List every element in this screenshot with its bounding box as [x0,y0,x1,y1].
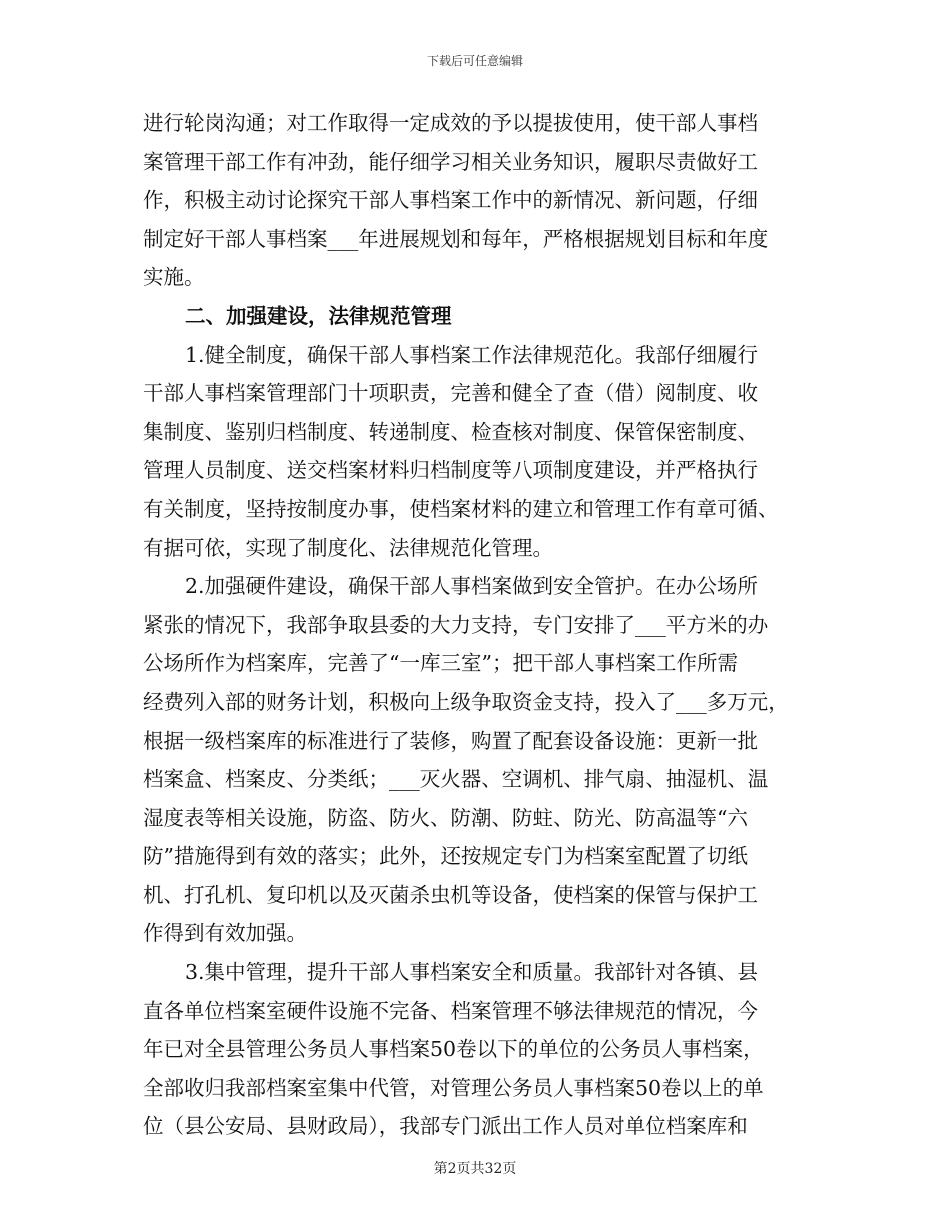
text-line: 作，积极主动讨论探究干部人事档案工作中的新情况、新问题，仔细 [143,188,758,213]
text-line: 紧张的情况下，我部争取县委的大力支持，专门安排了___平方米的办 [143,612,769,637]
text-line: 机、打孔机、复印机以及灭菌杀虫机等设备，使档案的保管与保护工 [143,882,758,907]
text-line: 1.健全制度，确保干部人事档案工作法律规范化。我部仔细履行 [185,342,759,367]
text-line: 制定好干部人事档案___年进展规划和每年，严格根据规划目标和年度 [143,226,769,251]
text-line: 位（县公安局、县财政局），我部专门派出工作人员对单位档案库和 [143,1114,748,1139]
text-line: 全部收归我部档案室集中代管，对管理公务员人事档案50卷以上的单 [143,1075,764,1100]
document-body [143,104,808,1146]
text-line: 干部人事档案管理部门十项职责，完善和健全了查（借）阅制度、收 [143,381,758,406]
section-heading: 二、加强建设，法律规范管理 [185,303,452,328]
text-line: 有据可依，实现了制度化、法律规范化管理。 [143,535,553,560]
text-line: 2.加强硬件建设，确保干部人事档案做到安全管护。在办公场所 [185,574,759,599]
page-header: 下载后可任意编辑 [426,54,523,68]
text-line: 公场所作为档案库，完善了“一库三室”；把干部人事档案工作所需 [143,651,738,676]
text-line: 案管理干部工作有冲劲，能仔细学习相关业务知识，履职尽责做好工 [143,149,758,174]
page-footer: 第2页共32页 [433,1161,517,1177]
text-line: 有关制度，坚持按制度办事，使档案材料的建立和管理工作有章可循、 [143,496,779,521]
text-line: 3.集中管理，提升干部人事档案安全和质量。我部针对各镇、县 [185,960,759,985]
text-line: 作得到有效加强。 [143,921,307,946]
text-line: 年已对全县管理公务员人事档案50卷以下的单位的公务员人事档案， [143,1037,764,1062]
text-line: 集制度、鉴别归档制度、转递制度、检查核对制度、保管保密制度、 [143,419,758,444]
text-line: 实施。 [143,265,205,290]
text-line: 防”措施得到有效的落实；此外，还按规定专门为档案室配置了切纸 [143,844,748,869]
text-line: 管理人员制度、送交档案材料归档制度等八项制度建设，并严格执行 [143,458,758,483]
text-line: 根据一级档案库的标准进行了装修，购置了配套设备设施：更新一批 [143,728,758,753]
text-line: 档案盒、档案皮、分类纸；___灭火器、空调机、排气扇、抽湿机、温 [143,767,769,792]
text-line: 直各单位档案室硬件设施不完备、档案管理不够法律规范的情况，今 [143,998,758,1023]
text-line: 进行轮岗沟通；对工作取得一定成效的予以提拔使用，使干部人事档 [143,111,758,135]
text-line: 经费列入部的财务计划，积极向上级争取资金支持，投入了___多万元， [143,689,789,714]
text-line: 湿度表等相关设施，防盗、防火、防潮、防蛀、防光、防高温等“六 [143,805,748,830]
